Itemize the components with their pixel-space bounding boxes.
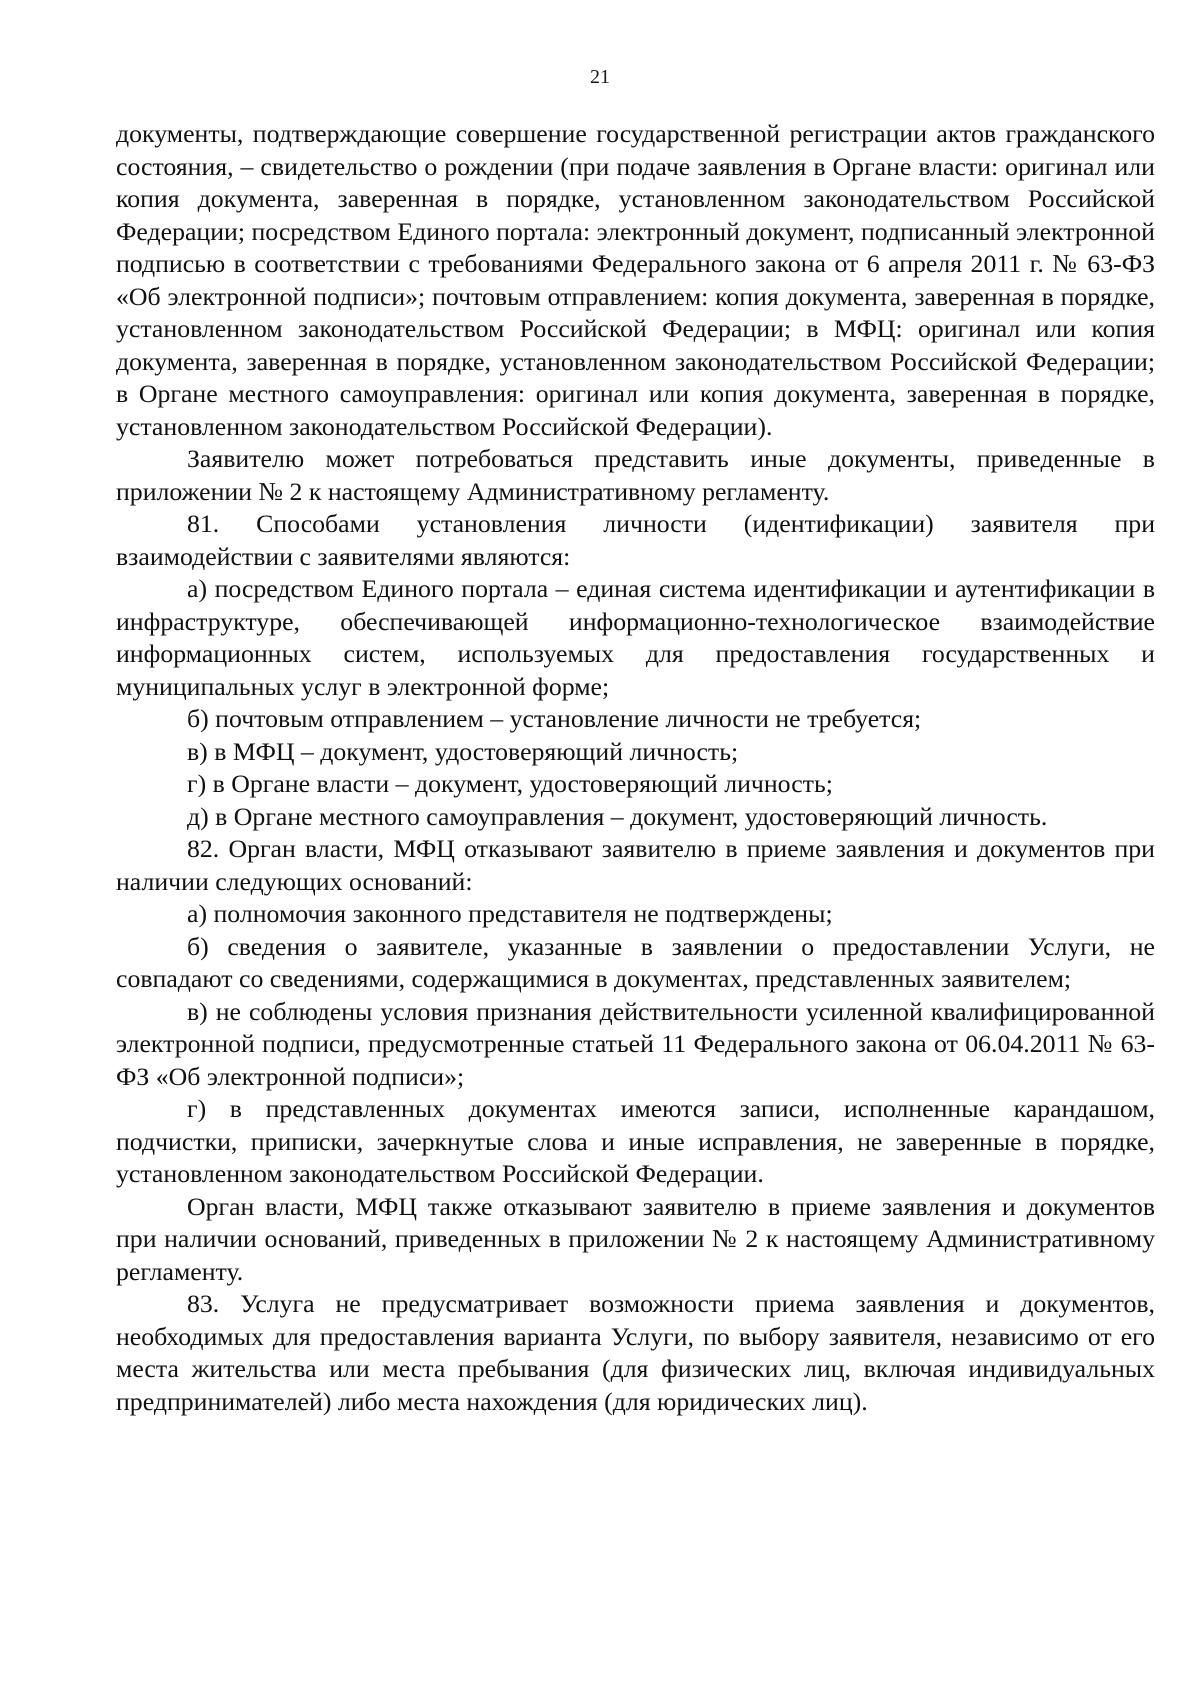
- paragraph-81-b: б) почтовым отправлением – установление личности не требуется;: [187, 704, 922, 733]
- paragraph-82-g: г) в представленных документах имеются записи, исполненные карандашом, подчистки, приписки, зачеркнутые слова и иные исправления, не заверенные в порядке, установленном законодательством Российской Федерации.: [116, 1094, 1155, 1188]
- paragraph-82-v: в) не соблюдены условия признания действительности усиленной квалифицированной электронной подписи, предусмотренные статьей 11 Федерального закона от 06.04.2011 № 63-ФЗ «Об электронной подписи»;: [116, 996, 1155, 1091]
- paragraph-82-additional-refusal: Орган власти, МФЦ также отказывают заявителю в приеме заявления и документов при наличии оснований, приведенных в приложении № 2 к настоящему Административному регламенту.: [116, 1191, 1155, 1286]
- paragraph-81-identification-methods: 81. Способами установления личности (идентификации) заявителя при взаимодействии с заявителями являются:: [116, 509, 1155, 571]
- paragraph-83-extraterritorial: 83. Услуга не предусматривает возможности приема заявления и документов, необходимых для предоставления варианта Услуги, по выбору заявителя, независимо от его места жительства или места пребывания (для физических лиц, включая индивидуальных предпринимателей) либо места нахождения (для юридических лиц).: [116, 1289, 1155, 1416]
- paragraph-82-b: б) сведения о заявителе, указанные в заявлении о предоставлении Услуги, не совпадают со сведениями, содержащимися в документах, представленных заявителем;: [116, 931, 1155, 993]
- paragraph-81-d: д) в Органе местного самоуправления – документ, удостоверяющий личность.: [187, 801, 1048, 831]
- paragraph-82-a: а) полномочия законного представителя не подтверждены;: [187, 899, 833, 928]
- paragraph-81-a: а) посредством Единого портала – единая система идентификации и аутентификации в инфраструктуре, обеспечивающей информационно-технологическое взаимодействие информационных систем, используемых для предоставления государственных и муниципальных услуг в электронной форме;: [116, 574, 1155, 701]
- page-number: 21: [590, 66, 610, 88]
- paragraph-other-documents: Заявителю может потребоваться представить иные документы, приведенные в приложении № 2 к настоящему Административному регламенту.: [116, 444, 1155, 506]
- document-body: [116, 118, 1155, 1418]
- paragraph-birth-certificate: документы, подтверждающие совершение государственной регистрации актов гражданского состояния, – свидетельство о рождении (при подаче заявления в Органе власти: оригинал или копия документа, заверенная в порядке, установленном законодательством Российской Федерации; посредством Единого портала: электронный документ, подписанный электронной подписью в соответствии с требованиями Федерального закона от 6 апреля 2011 г. № 63-ФЗ «Об электронной подписи»; почтовым отправлением: копия документа, заверенная в порядке, установленном законодательством Российской Федерации; в МФЦ: оригинал или копия документа, заверенная в порядке, установленном законодательством Российской Федерации; в Органе местного самоуправления: оригинал или копия документа, заверенная в порядке, установленном законодательством Российской Федерации).: [116, 119, 1155, 441]
- paragraph-81-g: г) в Органе власти – документ, удостоверяющий личность;: [187, 769, 833, 798]
- paragraph-82-refusal-grounds: 82. Орган власти, МФЦ отказывают заявителю в приеме заявления и документов при наличии следующих оснований:: [116, 834, 1155, 896]
- paragraph-81-v: в) в МФЦ – документ, удостоверяющий личность;: [187, 736, 739, 766]
